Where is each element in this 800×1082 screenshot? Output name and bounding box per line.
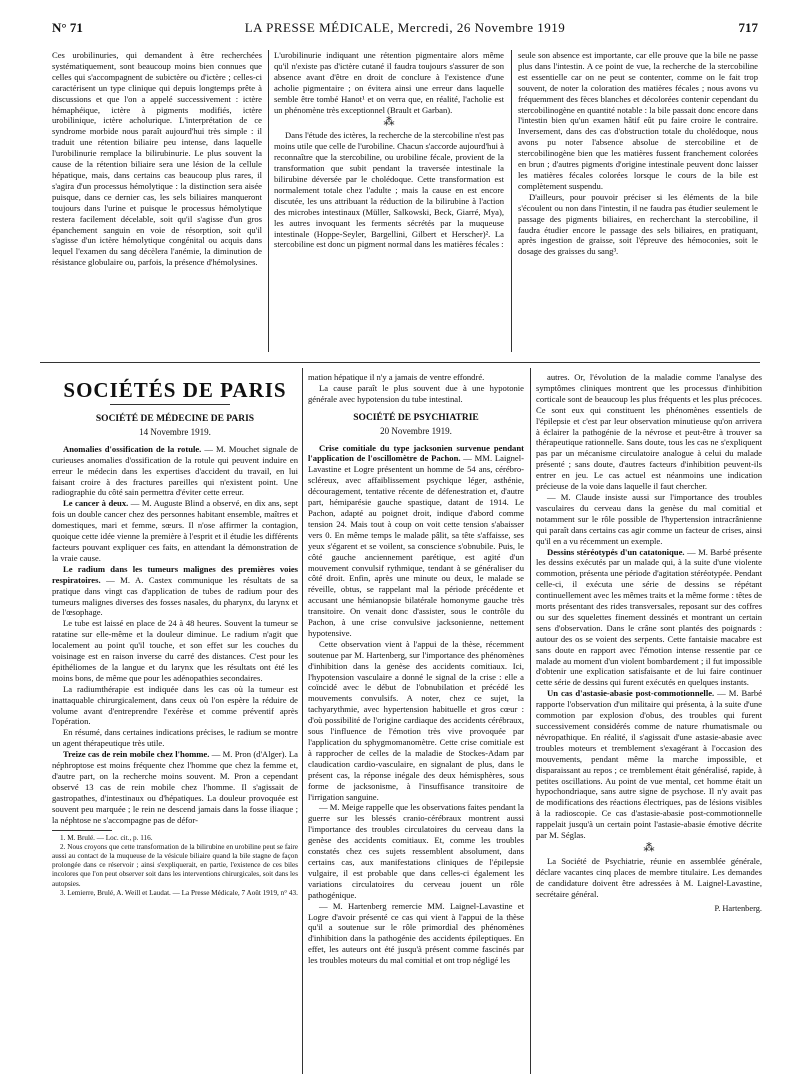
- footnote: 1. M. Brulé. — Loc. cit., p. 116.: [60, 833, 153, 842]
- report-paragraph: [52, 498, 298, 563]
- column-divider: [302, 368, 303, 1074]
- report-heading: Treize cas de rein mobile chez l'homme.: [63, 749, 210, 760]
- report-paragraph: [536, 372, 762, 492]
- society-heading: SOCIÉTÉ DE PSYCHIATRIE: [353, 412, 479, 423]
- report-body: En résumé, dans certaines indications précises, le radium se montre un agent thérapeutique très utile.: [52, 727, 298, 749]
- psychiatry-reports-continued: [536, 372, 762, 841]
- signature: P. Hartenberg.: [714, 903, 762, 913]
- report-body: La radiumthérapie est indiquée dans les cas où la tumeur est inattaquable chirurgicalement, dans ceux où l'on espère la réduire de volume avant d'entreprendre l'exérèse et comme préventif après l'opération.: [52, 683, 298, 727]
- report-heading: Crise comitiale du type jacksonien survenue pendant l'application de l'oscillomètre de Pachon.: [308, 442, 524, 464]
- report-heading: Dessins stéréotypés d'un catatonique.: [547, 546, 685, 557]
- column-divider: [530, 368, 531, 1074]
- report-paragraph: [536, 688, 762, 841]
- medicine-reports: [52, 444, 298, 826]
- paragraph: La cause paraît le plus souvent due à une hypotonie générale avec hypotension du tube intestinal.: [308, 382, 524, 404]
- page-number: 717: [738, 20, 758, 35]
- running-title: LA PRESSE MÉDICALE, Mercredi, 26 Novembre 1919: [244, 20, 566, 35]
- top-column-3: [518, 50, 758, 257]
- lower-column-2: [308, 372, 524, 966]
- report-body: — M. Auguste Blind a observé, en dix ans, sept fois un double cancer chez des personnes habitant ensemble, maîtres et domestiques, mari et femme, sœurs. Il n'ose affirmer la contagion, quoique cette idée vienne la première à l'esprit et il étudie les différents facteurs pouvant expliquer ces faits, en attendant la démonstration de la vraie cause.: [52, 498, 298, 563]
- paragraph: Dans l'étude des ictères, la recherche de la stercobiline n'est pas moins utile que celle de l'urobiline. Chacun s'accorde aujourd'hui à reconnaître que la stercobiline, ou urobiline fécale, provient de la transformation que subit pendant la traversée intestinale la bilirubine déversée par le cholédoque. Cette transformation est normalement totale chez l'adulte ; mais la cause en est encore discutée, les uns attribuant la réduction de la bilirubine à l'action des microbes intestinaux (Müller, Salkowski, Beck, Giarré, Mya), les autres invoquant les ferments sécrétés par la muqueuse intestinale (Hoppe-Seyler, Bargellini, Gilbert et Herscher)². La stercobiline est donc un pigment normal dans les matières fécales :: [274, 130, 504, 250]
- section-separator: ⁂: [383, 116, 395, 129]
- report-paragraph: [536, 492, 762, 547]
- report-paragraph: [308, 802, 524, 900]
- report-paragraph: [308, 639, 524, 803]
- report-body: autres. Or, l'évolution de la maladie comme l'analyse des symptômes cliniques montrent que les processus d'inhibition corticale sont de beaucoup les plus fréquents et les plus précoces. Ce sont eux qui constituent les phénomènes essentiels de l'épilepsie et c'est par leur observation minutieuse qu'on arrivera à éclairer la pathogénie de la névrose et peut-être à trouver sa thérapeutique rationnelle. Sans doute, tous les cas ne s'expliquent pas par un mécanisme circulatoire analogue à celui du malade présenté ; sans doute, d'autres facteurs d'inhibition peuvent-ils entrer en jeu. Le cas actuel est néanmoins une indication précieuse de la voie dans laquelle il faut chercher.: [536, 372, 762, 492]
- footnote-rule: [52, 830, 112, 831]
- society-heading: SOCIÉTÉ DE MÉDECINE DE PARIS: [95, 414, 255, 424]
- top-column-1: [52, 50, 262, 268]
- report-heading: Anomalies d'ossification de la rotule.: [63, 443, 202, 454]
- paragraph: D'ailleurs, pour pouvoir préciser si les éléments de la bile s'écoulent ou non dans l'intestin, il ne faudra pas étudier seulement le passage des pigments biliaires, en recherchant la stercobiline, il faudra étudier encore le passage des sels biliaires, en pratiquant, après ingestion de graisse, soit l'épreuve des hémoconies, soit le dosage des graisses du sang³.: [518, 191, 758, 257]
- section-rule: [40, 362, 760, 363]
- issue-number: N° 71: [52, 20, 83, 35]
- report-heading: Un cas d'astasie-abasie post-commotionnelle.: [547, 688, 715, 699]
- section-separator: ⁂: [643, 841, 655, 854]
- lower-column-3: [536, 372, 762, 914]
- report-paragraph: [308, 443, 524, 639]
- report-paragraph: [52, 564, 298, 619]
- report-body: — M. Hartenberg remercie MM. Laignel-Lavastine et Logre d'avoir présenté ce cas qui vient à l'appui de la thèse qu'il a soutenue sur le rôle primordial des phénomènes d'inhibition dans la pathogénie des accidents épileptiques. En effet, les auteurs ont été jusqu'à présent comme fascinés par les troubles moteurs du mal comitial et ont trop négligé les: [308, 900, 524, 966]
- page-header: [52, 20, 758, 40]
- section-title: SOCIÉTÉS DE PARIS: [63, 378, 287, 402]
- report-body: — M. Mouchet signale de curieuses anomalies d'ossification de la rotule qui peuvent induire en erreur le médecin dans les expertises d'accident du travail, en lui faisant croire à des fractures pareilles qui n'existent point. Une radiographie du côté sain permettra d'éviter cette erreur.: [52, 443, 298, 498]
- session-date: 14 Novembre 1919.: [139, 426, 211, 437]
- footnote: 3. Lemierre, Brulé, A. Weill et Laudat. — La Presse Médicale, 7 Août 1919, n° 43.: [60, 888, 298, 897]
- report-heading: Le cancer à deux.: [63, 498, 129, 509]
- footnotes: [52, 834, 298, 898]
- paragraph: mation hépatique il n'y a jamais de ventre effondré.: [308, 372, 485, 382]
- session-date: 20 Novembre 1919.: [380, 425, 452, 436]
- report-paragraph: [52, 727, 298, 749]
- report-body: — M. Claude insiste aussi sur l'importance des troubles vasculaires du cerveau dans la genèse du mal comitial et notamment sur le rôle possible de l'hypertension intracrânienne qui paraît dans certains cas agir comme un facteur de crises, ainsi qu'il en a vu récemment un exemple.: [536, 491, 762, 546]
- report-heading: Le radium dans les tumeurs malignes des premières voies respiratoires.: [52, 563, 298, 585]
- report-body: — MM. Laignel-Lavastine et Logre présentent un homme de 54 ans, cérébro-scléreux, avec affaiblissement psychique léger, asthénie, découragement, tentative récente de défenestration et, d'autre part, hémiparésie gauche spastique, datant de 1914. Le Pachon, adapté au poignet droit, indique d'abord comme tension 24. Mais tout à coup on voit cette tension s'abaisser vers 0. En même temps le malade pâlit, sa tête s'affaisse, ses yeux s'égarent et se voilent, sa conscience s'obnubile. Puis, le côté gauche anciennement parétique, est agité d'un mouvement convulsif rythmique, tendant à se généraliser du côté droit. Enfin, après une minute ou deux, le malade se réveille, obtus, se rappelant mal la période précédente et accusant une hémianopsie bilatérale homonyme gauche très transitoire. On venait donc d'assister, sous le contrôle du Pachon, à une crise convulsive jacksonienne, nettement hypotensive.: [308, 453, 524, 638]
- report-body: — M. A. Castex communique les résultats de sa pratique dans vingt cas d'application de tubes de radium pour des tumeurs malignes diverses des fosses nasales, du pharynx, du larynx et de l'œsophage.: [52, 574, 298, 618]
- report-body: Le tube est laissé en place de 24 à 48 heures. Souvent la tumeur se ratatine sur elle-même et la douleur diminue. Le radium n'agit que localement au point qu'il touche, et son effet sur les couches du voisinage est en raison inverse du carré des distances. C'est pour les épithéliomes de la langue et du larynx que les résultats ont été les moins bons, de même que pour les adénopathies secondaires.: [52, 618, 298, 683]
- closing-notice: La Société de Psychiatrie, réunie en assemblée générale, déclare vacantes cinq places de membre titulaire. Les demandes de candidature doivent être adressées à M. Laignel-Lavastine, secrétaire général.: [536, 855, 762, 899]
- lower-column-1: [52, 410, 298, 898]
- title-underline: [110, 404, 230, 405]
- report-paragraph: [536, 547, 762, 689]
- report-paragraph: [52, 618, 298, 683]
- report-body: — M. Meige rappelle que les observations faites pendant la guerre sur les blessés cranio-cérébraux montrent aussi l'importance des troubles circulatoires du cerveau dans la genèse des accidents comitiaux. Et, comme les troubles constatés chez ces sujets ressemblent absolument, dans certains cas, aux manifestations cliniques de l'épilepsie vulgaire, il est probable que dans celles-ci également les variations circulatoires du cerveau jouent un rôle pathogénique.: [308, 802, 524, 900]
- report-body: — M. Barbé rapporte l'observation d'un militaire qui présenta, à la suite d'une commotion par explosion d'obus, des troubles qui furent successivement considérés comme de nature rhumatismale ou névropathique. En réalité, il s'agissait d'une astasie-abasie avec troubles moteurs et tremblement s'exagérant à l'occasion des mouvements, pendant même la marche impossible, et disparaissant au repos ; ce tremblement était généralisé, rapide, à petites oscillations. Au point de vue mental, cet homme était un hypochondriaque, sans autre signe de psychose. Il n'y avait pas de modifications des réactions électriques, pas de lésions visibles à la radioscopie. Ce cas d'astasie-abasie post-commotionnelle rappelait jusqu'à un certain point l'astasie-abasie émotive décrite par M. Séglas.: [536, 688, 762, 841]
- top-column-2: [274, 50, 504, 250]
- report-paragraph: [52, 444, 298, 499]
- column-divider: [511, 50, 512, 352]
- psychiatry-reports: [308, 443, 524, 967]
- column-divider: [268, 50, 269, 352]
- report-body: Cette observation vient à l'appui de la thèse, récemment soutenue par M. Hartenberg, sur l'importance des phénomènes d'inhibition dans la genèse des accidents comitiaux. Ici, l'hypotension vasculaire a donné le signal de la crise : elle a coïncidé avec le début de l'obnubilation et précédé les mouvements convulsifs. A noter, chez ce sujet, la tachyarythmie, avec hypertension habituelle et gros cœur : d'où possibilité de l'origine cardiaque des accidents cérébraux, sous l'influence de l'émotion très vive provoquée par l'application du sphygmomanomètre. Cette crise comitiale est à rapprocher de celles de la maladie de Stockes-Adam par claudication cardio-vasculaire, en signalant de plus, dans le présent cas, la réponse inégale des deux hémisphères, sous forme de jacksonisme, à l'insuffisance transitoire de l'irrigation sanguine.: [308, 638, 524, 802]
- paragraph: L'urobilinurie indiquant une rétention pigmentaire alors même qu'il n'existe pas d'ictère cutané il faudra toujours s'assurer de son absence avant d'être en droit de conclure à l'existence d'une acholie pigmentaire ; on évitera ainsi une erreur dans laquelle semble être tombé Hanot¹ et on verra que, en réalité, l'acholie est un phénomène très exceptionnel (Brault et Garban).: [274, 50, 504, 115]
- report-body: — M. Pron (d'Alger). La néphroptose est moins fréquente chez l'homme que chez la femme et, d'autre part, on la recherche moins souvent. M. Pron a cependant observé 13 cas de rein mobile chez l'homme. Il s'agissait de gastropathes, d'intestinaux ou d'hépatiques. La douleur provoquée est souvent peu marquée ; le rein ne descend jamais dans la fosse iliaque ; la néphtose ne s'accompagne pas de défor-: [52, 749, 298, 825]
- report-body: — M. Barbé présente les dessins exécutés par un malade qui, à la suite d'une violente commotion, présenta une période d'agitation stéréotypée. Pendant celle-ci, il exécuta une série de dessins se répétant continuellement avec les mêmes traits et la même forme : têtes de morts présentant des rides transversales, reposant sur des coffres ou sur des squelettes finement dessinés et montrant un certain sens d'observation. Dans le crâne sont plantés des poignards : autour des os se voient des serpents. Cette fantaisie macabre est sans doute en rapport avec l'émotion intense ressentie par ce malade au moment d'un violent bombardement ; il fut impossible d'obtenir une explication satisfaisante et de lui faire continuer cette série de dessins qui furent exécutés en quelques instants.: [536, 546, 762, 688]
- report-paragraph: [308, 901, 524, 966]
- paragraph: seule son absence est importante, car elle prouve que la bile ne passe plus dans l'intestin. A ce point de vue, la recherche de la stercobiline est essentielle car on ne peut se contenter, comme on le fait trop souvent, de noter la coloration des matières fécales ; nous avons vu fréquemment des fèces blanches et décolorées contenir cependant du stercobilinogène en quantité notable : la bile passait donc encore dans l'intestin bien qu'un examen hâtif eût pu faire croire le contraire. Inversement, dans des cas d'obstruction totale du cholédoque, nous avons pu noter l'absence absolue de stercobiline et de stercobilinogène bien que les matières fussent franchement colorées en brun ; d'autres pigments d'origine intestinale peuvent donc laisser les matières fécales colorées lorsque le cours de la bile est complètement suspendu.: [518, 50, 758, 191]
- footnote: 2. Nous croyons que cette transformation de la bilirubine en urobiline peut se faire aussi au contact de la muqueuse de la vésicule biliaire quand la bile stagne de façon prolongée dans ce réservoir ; ainsi s'expliquerait, en partie, l'existence de ces biles incolores que l'on peut observer soit dans les interventions chirurgicales, soit dans les autopsies.: [52, 842, 298, 888]
- report-paragraph: [52, 749, 298, 825]
- report-paragraph: [52, 684, 298, 728]
- paragraph: Ces urobilinuries, qui demandent à être recherchées systématiquement, sont beaucoup moins bien connues que celles qui s'accompagnent de subictère ou d'ictère ; celles-ci caractérisent un type clinique qui depuis longtemps prête à discussions et que l'on a appelé successivement : ictère hémaphéique, ictère à pigments modifiés, ictère urobilinique, ictère acholurique. L'interprétation de ce syndrome morbide nous paraît aujourd'hui très simple : il traduit une rétention biliaire peu intense, dans laquelle l'urobilinurie remplace la bilirubinurie. Le plus souvent la cause de la rétention biliaire sera une lésion de la cellule hépatique, mais, dans certains cas beaucoup plus rares, il s'agira d'un processus hémolytique : la distinction sera aisée puisque, dans ce dernier cas, les sels biliaires manqueront toujours dans l'urine et puisque le processus hémolytique restera facilement décelable, soit qu'il s'agisse d'un gros épanchement sanguin en voie de résorption, soit qu'il s'agisse d'un ictère hémolytique congénital ou acquis dans lequel l'examen du sang décèlera l'anémie, la diminution de résistance globulaire ou, parfois, la présence d'hémolysines.: [52, 50, 262, 268]
